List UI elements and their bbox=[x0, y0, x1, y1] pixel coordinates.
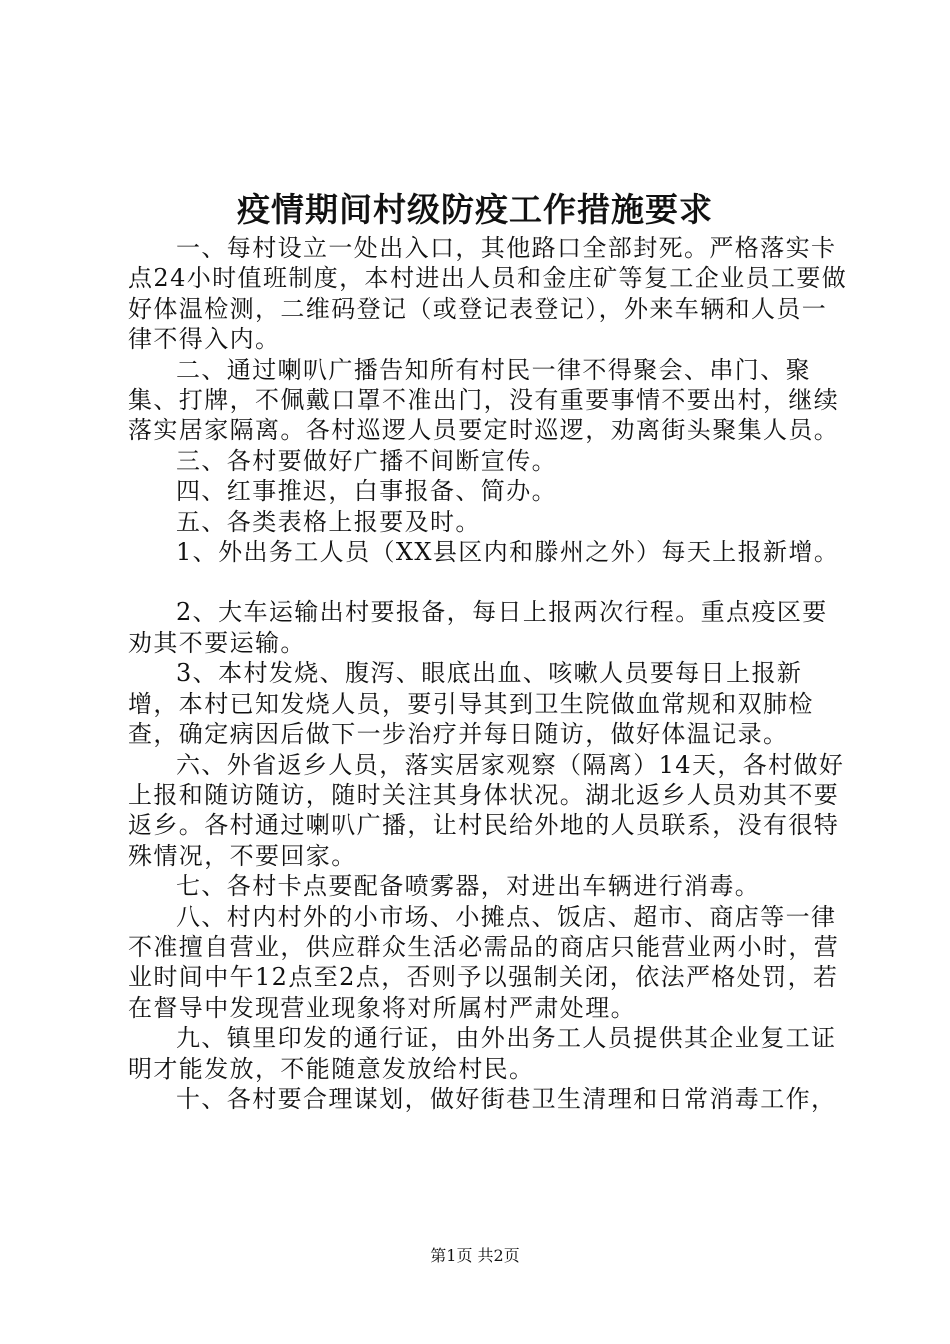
page-footer: 第1页 共2页 bbox=[430, 1246, 520, 1265]
paragraph-5-item-1: 1、外出务工人员（XX县区内和滕州之外）每天上报新增。 bbox=[176, 538, 840, 567]
paragraph-5-item-2: 2、大车运输出村要报备，每日上报两次行程。重点疫区要劝其不要运输。 bbox=[128, 598, 828, 657]
paragraph-5-item-3: 3、本村发烧、腹泻、眼底出血、咳嗽人员要每日上报新增，本村已知发烧人员，要引导其到卫生院做血常规和双肺检查，确定病因后做下一步治疗并每日随访，做好体温记录。 bbox=[128, 659, 814, 749]
paragraph-7: 七、各村卡点要配备喷雾器，对进出车辆进行消毒。 bbox=[176, 872, 761, 901]
paragraph-5: 五、各类表格上报要及时。 bbox=[176, 507, 481, 536]
document-title: 疫情期间村级防疫工作措施要求 bbox=[237, 190, 713, 229]
paragraph-2: 二、通过喇叭广播告知所有村民一律不得聚会、串门、聚集、打牌，不佩戴口罩不准出门，没有重要事情不要出村，继续落实居家隔离。各村巡逻人员要定时巡逻，劝离街头聚集人员。 bbox=[128, 355, 840, 445]
paragraph-10: 十、各村要合理谋划，做好街巷卫生清理和日常消毒工作， bbox=[176, 1084, 837, 1113]
paragraph-8: 八、村内村外的小市场、小摊点、饭店、超市、商店等一律不准擅自营业，供应群众生活必需品的商店只能营业两小时，营业时间中午12点至2点，否则予以强制关闭，依法严格处罚，若在督导中发现营业现象将对所属村严肃处理。 bbox=[128, 902, 840, 1022]
document-body bbox=[128, 233, 850, 1114]
paragraph-4: 四、红事推迟，白事报备、简办。 bbox=[176, 477, 557, 506]
paragraph-6: 六、外省返乡人员，落实居家观察（隔离）14天，各村做好上报和随访随访，随时关注其身体状况。湖北返乡人员劝其不要返乡。各村通过喇叭广播，让村民给外地的人员联系，没有很特殊情况，不要回家。 bbox=[128, 750, 845, 870]
paragraph-1: 一、每村设立一处出入口，其他路口全部封死。严格落实卡点24小时值班制度，本村进出人员和金庄矿等复工企业员工要做好体温检测，二维码登记（或登记表登记），外来车辆和人员一律不得入内。 bbox=[128, 234, 848, 354]
paragraph-9: 九、镇里印发的通行证，由外出务工人员提供其企业复工证明才能发放，不能随意发放给村民。 bbox=[128, 1024, 837, 1083]
paragraph-3: 三、各村要做好广播不间断宣传。 bbox=[176, 446, 557, 475]
